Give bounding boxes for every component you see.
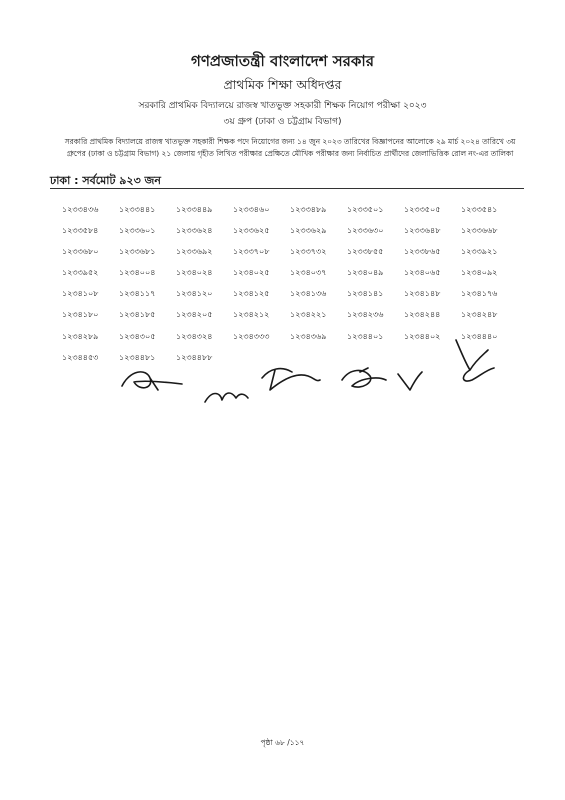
roll-number: ১২৩৪৩০৫ <box>119 331 156 341</box>
roll-number: ১২৩৪২৩৬ <box>347 310 384 320</box>
signature-1 <box>122 372 182 390</box>
signature-3 <box>262 369 320 390</box>
roll-number: ১২৩৩৪৪৯ <box>176 205 213 214</box>
roll-number: ১২৩৩৯৫২ <box>62 268 99 278</box>
roll-number: ১২৩৪১১৭ <box>119 289 156 299</box>
roll-number: ১২৩৪৩২৪ <box>176 331 213 341</box>
region-heading: ঢাকা : সর্বমোট ৯২৩ জন <box>50 174 161 187</box>
roll-number: ১২৩৩৬৮০ <box>62 247 99 257</box>
roll-number: ১২৩৩৯২১ <box>461 247 498 257</box>
roll-number: ১২৩৪০৩৭ <box>290 268 327 278</box>
roll-number: ১২৩৩৬৪৮ <box>404 226 441 236</box>
roll-number: ১২৩৩৬০১ <box>119 226 156 236</box>
notice-paragraph: সরকারি প্রাথমিক বিদ্যালয়ে রাজস্ব খাতভুক্ত সহকারী শিক্ষক পদে নিয়োগের জন্য ১৪ জুন ২০২৩ তারিখের বিজ্ঞাপনের আলোকে ২৯ মার্চ ২০২৪ তারিখে ৩য় গ্রুপের (ঢাকা ও চট্টগ্রাম বিভাগ) ২১ জেলায় গৃহীত লিখিত পরীক্ষার প্রেক্ষিতে মৌখিক পরীক্ষার জন্য নির্বাচিত প্রার্থীদের জেলাভিত্তিক রোল নং-এর তালিকা <box>64 137 516 158</box>
roll-number: ১২৩৩৪৪১ <box>119 205 156 214</box>
roll-number: ১২৩৩৬৯২ <box>176 247 213 257</box>
roll-number: ১২৩৪২২১ <box>290 310 327 320</box>
roll-number: ১২৩৪১৮০ <box>62 310 99 320</box>
roll-number: ১২৩৩৮৬৫ <box>404 247 441 257</box>
roll-number: ১২৩৪৪৮১ <box>119 352 156 362</box>
roll-number: ১২৩৪০২৫ <box>233 268 270 278</box>
roll-number: ১২৩৩৮৫৫ <box>347 247 384 257</box>
roll-number: ১২৩৩৭৩২ <box>290 247 327 257</box>
roll-number: ১২৩৪৪০১ <box>347 331 384 341</box>
roll-number: ১২৩৩৪৮৯ <box>290 205 327 214</box>
government-title: গণপ্রজাতন্ত্রী বাংলাদেশ সরকার <box>191 52 374 70</box>
roll-number: ১২৩৪১৮৫ <box>119 310 156 320</box>
signature-2 <box>205 393 248 402</box>
roll-number: ১২৩৪১০৮ <box>62 289 99 299</box>
exam-title: সরকারি প্রাথমিক বিদ্যালয়ে রাজস্ব খাতভুক্ত সহকারী শিক্ষক নিয়োগ পরীক্ষা ২০২৩ <box>138 101 427 111</box>
roll-number: ১২৩৪০৪৯ <box>347 268 384 278</box>
roll-number: ১২৩৪৩৩৩ <box>233 331 270 341</box>
department-name: প্রাথমিক শিক্ষা অধিদপ্তর <box>223 77 342 92</box>
signature-5 <box>398 372 422 390</box>
roll-number: ১২৩৩৬২৪ <box>176 226 213 236</box>
roll-number: ১২৩৪০৯২ <box>461 268 498 278</box>
roll-number: ১২৩৪০৬৫ <box>404 268 441 278</box>
roll-number: ১২৩৪৩৬৯ <box>290 331 327 341</box>
roll-number: ১২৩৪১৩৬ <box>290 289 327 299</box>
roll-number: ১২৩৩৬৬৮ <box>461 226 498 236</box>
heading-underline <box>50 188 524 189</box>
signature-6 <box>456 340 494 381</box>
roll-number: ১২৩৪১৪৮ <box>404 289 441 299</box>
roll-number: ১২৩৩৬৩০ <box>347 226 384 236</box>
signatures <box>0 320 565 420</box>
roll-number: ১২৩৪১৭৬ <box>461 289 498 299</box>
roll-number: ১২৩৪২৮৯ <box>62 331 99 341</box>
roll-number: ১২৩৪০২৪ <box>176 268 213 278</box>
roll-number: ১২৩৪২১২ <box>233 310 270 320</box>
roll-number: ১২৩৩৫৪১ <box>461 205 498 214</box>
roll-number: ১২৩৩৪৬০ <box>233 205 270 214</box>
roll-number: ১২৩৩৪৩৬ <box>62 205 99 214</box>
roll-number: ১২৩৪২৪৪ <box>404 310 441 320</box>
roll-number: ১২৩৩৬২৯ <box>290 226 327 236</box>
roll-number: ১২৩৪০০৪ <box>119 268 156 278</box>
roll-number: ১২৩৪৪৮৮ <box>176 352 213 362</box>
roll-number: ১২৩৪৪৪০ <box>461 331 498 341</box>
roll-number: ১২৩৪২০৫ <box>176 310 213 320</box>
roll-number: ১২৩৪১২০ <box>176 289 213 299</box>
group-subtitle: ৩য় গ্রুপ (ঢাকা ও চট্টগ্রাম বিভাগ) <box>223 117 342 127</box>
roll-number: ১২৩৩৫০১ <box>347 205 384 214</box>
roll-number: ১২৩৩৭০৮ <box>233 247 270 257</box>
roll-number: ১২৩৩৬২৫ <box>233 226 270 236</box>
roll-number: ১২৩৪১২৫ <box>233 289 270 299</box>
roll-number: ১২৩৪১৪১ <box>347 289 384 299</box>
page-number: পৃষ্ঠা ৬৮ /১১৭ <box>260 738 305 747</box>
roll-number: ১২৩৪৪০২ <box>404 331 441 341</box>
signature-4 <box>342 368 386 387</box>
roll-number: ১২৩৩৫৮৪ <box>62 226 99 236</box>
roll-number: ১২৩৪৪৫৩ <box>62 352 99 362</box>
roll-number: ১২৩৩৫০৫ <box>404 205 441 214</box>
roll-number: ১২৩৩৬৮১ <box>119 247 156 257</box>
roll-number: ১২৩৪২৪৮ <box>461 310 498 320</box>
